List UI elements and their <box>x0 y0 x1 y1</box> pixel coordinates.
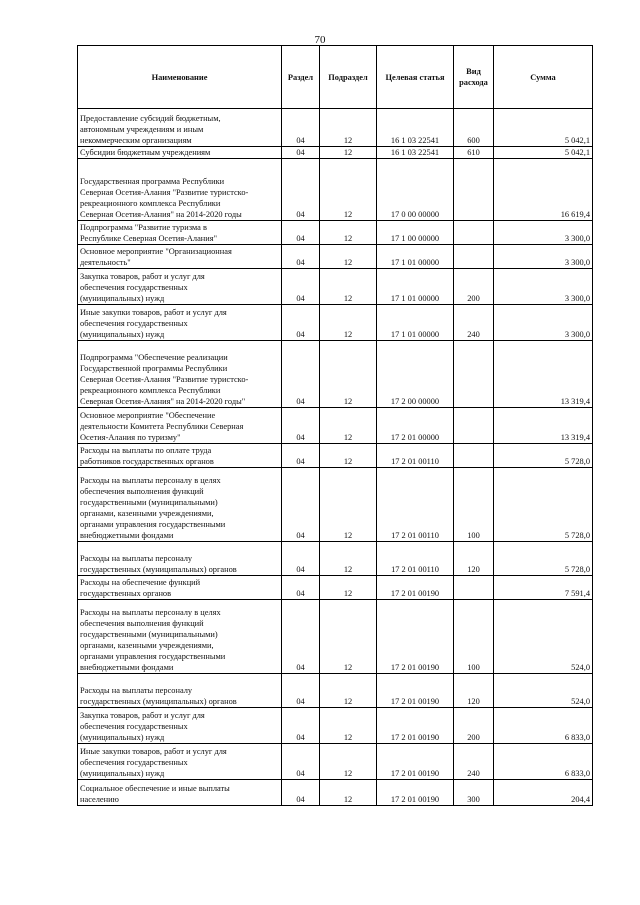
row-subsection-cell: 12 <box>320 109 377 147</box>
row-subsection-cell: 12 <box>320 269 377 305</box>
row-target-cell: 17 2 01 00190 <box>377 576 454 600</box>
header-name: Наименование <box>78 46 282 109</box>
row-type-cell <box>454 159 494 221</box>
row-target-cell: 17 2 01 00110 <box>377 444 454 468</box>
table-row <box>78 245 593 269</box>
row-type-cell: 240 <box>454 744 494 780</box>
row-target-cell: 17 2 00 00000 <box>377 341 454 408</box>
row-subsection-cell: 12 <box>320 305 377 341</box>
row-section-cell: 04 <box>282 444 320 468</box>
row-section-cell: 04 <box>282 576 320 600</box>
row-type-cell: 200 <box>454 708 494 744</box>
row-sum-cell: 3 300,0 <box>494 245 593 269</box>
row-type-cell: 100 <box>454 468 494 542</box>
row-subsection-cell: 12 <box>320 780 377 806</box>
row-section-cell: 04 <box>282 744 320 780</box>
table-row <box>78 159 593 221</box>
row-subsection-cell: 12 <box>320 408 377 444</box>
table-row <box>78 780 593 806</box>
row-sum-cell: 3 300,0 <box>494 305 593 341</box>
table-row <box>78 542 593 576</box>
row-name-cell: Социальное обеспечение и иные выплаты населению <box>78 780 282 806</box>
row-type-cell: 100 <box>454 600 494 674</box>
table-row <box>78 109 593 147</box>
row-sum-cell: 13 319,4 <box>494 408 593 444</box>
table-row <box>78 468 593 542</box>
row-subsection-cell: 12 <box>320 444 377 468</box>
header-sum: Сумма <box>494 46 593 109</box>
row-sum-cell: 5 728,0 <box>494 542 593 576</box>
row-target-cell: 17 2 01 00190 <box>377 744 454 780</box>
row-name-cell: Расходы на выплаты персоналу в целях обеспечения выполнения функций государственными (муниципальными) органами, казенными учреждениями, органами управления государственными внебюджетными фондами <box>78 468 282 542</box>
row-sum-cell: 7 591,4 <box>494 576 593 600</box>
row-target-cell: 17 1 01 00000 <box>377 305 454 341</box>
row-sum-cell: 524,0 <box>494 674 593 708</box>
row-name-cell: Предоставление субсидий бюджетным, автономным учреждениям и иным некоммерческим организациям <box>78 109 282 147</box>
table-row <box>78 147 593 159</box>
table-row <box>78 600 593 674</box>
row-type-cell: 300 <box>454 780 494 806</box>
row-subsection-cell: 12 <box>320 245 377 269</box>
row-name-cell: Основное мероприятие "Обеспечение деятельности Комитета Республики Северная Осетия-Алания по туризму" <box>78 408 282 444</box>
table-header-row <box>78 46 593 109</box>
row-section-cell: 04 <box>282 600 320 674</box>
row-section-cell: 04 <box>282 147 320 159</box>
row-section-cell: 04 <box>282 674 320 708</box>
row-subsection-cell: 12 <box>320 708 377 744</box>
table-row <box>78 269 593 305</box>
row-target-cell: 17 2 01 00190 <box>377 708 454 744</box>
row-type-cell <box>454 245 494 269</box>
row-name-cell: Иные закупки товаров, работ и услуг для обеспечения государственных (муниципальных) нужд <box>78 744 282 780</box>
row-subsection-cell: 12 <box>320 159 377 221</box>
row-type-cell <box>454 576 494 600</box>
row-section-cell: 04 <box>282 245 320 269</box>
table-row <box>78 408 593 444</box>
row-sum-cell: 16 619,4 <box>494 159 593 221</box>
row-type-cell: 600 <box>454 109 494 147</box>
row-section-cell: 04 <box>282 221 320 245</box>
header-section: Раздел <box>282 46 320 109</box>
row-sum-cell: 13 319,4 <box>494 341 593 408</box>
row-type-cell: 120 <box>454 674 494 708</box>
row-name-cell: Субсидии бюджетным учреждениям <box>78 147 282 159</box>
row-target-cell: 17 0 00 00000 <box>377 159 454 221</box>
row-name-cell: Подпрограмма "Обеспечение реализации Государственной программы Республики Северная Осетия-Алания "Развитие туристско- рекреационного комплекса Республики Северная Осетия-Алания" на 2014-2020 годы" <box>78 341 282 408</box>
table-row <box>78 341 593 408</box>
header-target: Целевая статья <box>377 46 454 109</box>
table-row <box>78 674 593 708</box>
table-row <box>78 744 593 780</box>
row-section-cell: 04 <box>282 159 320 221</box>
row-type-cell: 240 <box>454 305 494 341</box>
row-target-cell: 17 1 01 00000 <box>377 269 454 305</box>
row-target-cell: 17 1 00 00000 <box>377 221 454 245</box>
table-row <box>78 221 593 245</box>
row-name-cell: Государственная программа Республики Северная Осетия-Алания "Развитие туристско- рекреационного комплекса Республики Северная Осетия-Алания" на 2014-2020 годы <box>78 159 282 221</box>
row-sum-cell: 204,4 <box>494 780 593 806</box>
row-subsection-cell: 12 <box>320 542 377 576</box>
row-type-cell <box>454 408 494 444</box>
row-target-cell: 16 1 03 22541 <box>377 109 454 147</box>
table-row <box>78 576 593 600</box>
budget-table <box>77 45 593 806</box>
row-sum-cell: 3 300,0 <box>494 221 593 245</box>
row-name-cell: Расходы на выплаты по оплате труда работников государственных органов <box>78 444 282 468</box>
row-target-cell: 17 2 01 00000 <box>377 408 454 444</box>
row-subsection-cell: 12 <box>320 744 377 780</box>
row-target-cell: 16 1 03 22541 <box>377 147 454 159</box>
row-type-cell: 200 <box>454 269 494 305</box>
row-section-cell: 04 <box>282 341 320 408</box>
row-target-cell: 17 2 01 00190 <box>377 600 454 674</box>
row-subsection-cell: 12 <box>320 341 377 408</box>
row-section-cell: 04 <box>282 468 320 542</box>
row-sum-cell: 5 728,0 <box>494 468 593 542</box>
row-type-cell: 610 <box>454 147 494 159</box>
row-section-cell: 04 <box>282 305 320 341</box>
header-subsection: Подраздел <box>320 46 377 109</box>
row-sum-cell: 5 728,0 <box>494 444 593 468</box>
row-sum-cell: 5 042,1 <box>494 147 593 159</box>
row-target-cell: 17 1 01 00000 <box>377 245 454 269</box>
row-name-cell: Основное мероприятие "Организационная деятельность" <box>78 245 282 269</box>
row-target-cell: 17 2 01 00110 <box>377 542 454 576</box>
row-subsection-cell: 12 <box>320 674 377 708</box>
row-section-cell: 04 <box>282 708 320 744</box>
row-section-cell: 04 <box>282 269 320 305</box>
row-name-cell: Расходы на обеспечение функций государственных органов <box>78 576 282 600</box>
table-row <box>78 305 593 341</box>
row-subsection-cell: 12 <box>320 147 377 159</box>
row-subsection-cell: 12 <box>320 576 377 600</box>
row-subsection-cell: 12 <box>320 221 377 245</box>
row-target-cell: 17 2 01 00110 <box>377 468 454 542</box>
row-type-cell <box>454 444 494 468</box>
row-type-cell <box>454 341 494 408</box>
row-name-cell: Закупка товаров, работ и услуг для обеспечения государственных (муниципальных) нужд <box>78 708 282 744</box>
row-section-cell: 04 <box>282 408 320 444</box>
row-subsection-cell: 12 <box>320 468 377 542</box>
row-section-cell: 04 <box>282 780 320 806</box>
row-target-cell: 17 2 01 00190 <box>377 674 454 708</box>
table-row <box>78 708 593 744</box>
row-sum-cell: 6 833,0 <box>494 744 593 780</box>
row-name-cell: Расходы на выплаты персоналу государственных (муниципальных) органов <box>78 674 282 708</box>
row-type-cell: 120 <box>454 542 494 576</box>
row-name-cell: Расходы на выплаты персоналу государственных (муниципальных) органов <box>78 542 282 576</box>
row-sum-cell: 6 833,0 <box>494 708 593 744</box>
row-name-cell: Иные закупки товаров, работ и услуг для обеспечения государственных (муниципальных) нужд <box>78 305 282 341</box>
page-number: 70 <box>314 34 326 46</box>
row-target-cell: 17 2 01 00190 <box>377 780 454 806</box>
row-name-cell: Расходы на выплаты персоналу в целях обеспечения выполнения функций государственными (муниципальными) органами, казенными учреждениями, органами управления государственными внебюджетными фондами <box>78 600 282 674</box>
row-sum-cell: 3 300,0 <box>494 269 593 305</box>
row-sum-cell: 5 042,1 <box>494 109 593 147</box>
row-name-cell: Закупка товаров, работ и услуг для обеспечения государственных (муниципальных) нужд <box>78 269 282 305</box>
table-row <box>78 444 593 468</box>
header-type: Вид расхода <box>454 46 494 109</box>
row-type-cell <box>454 221 494 245</box>
row-sum-cell: 524,0 <box>494 600 593 674</box>
row-name-cell: Подпрограмма "Развитие туризма в Республике Северная Осетия-Алания" <box>78 221 282 245</box>
row-section-cell: 04 <box>282 109 320 147</box>
row-section-cell: 04 <box>282 542 320 576</box>
row-subsection-cell: 12 <box>320 600 377 674</box>
